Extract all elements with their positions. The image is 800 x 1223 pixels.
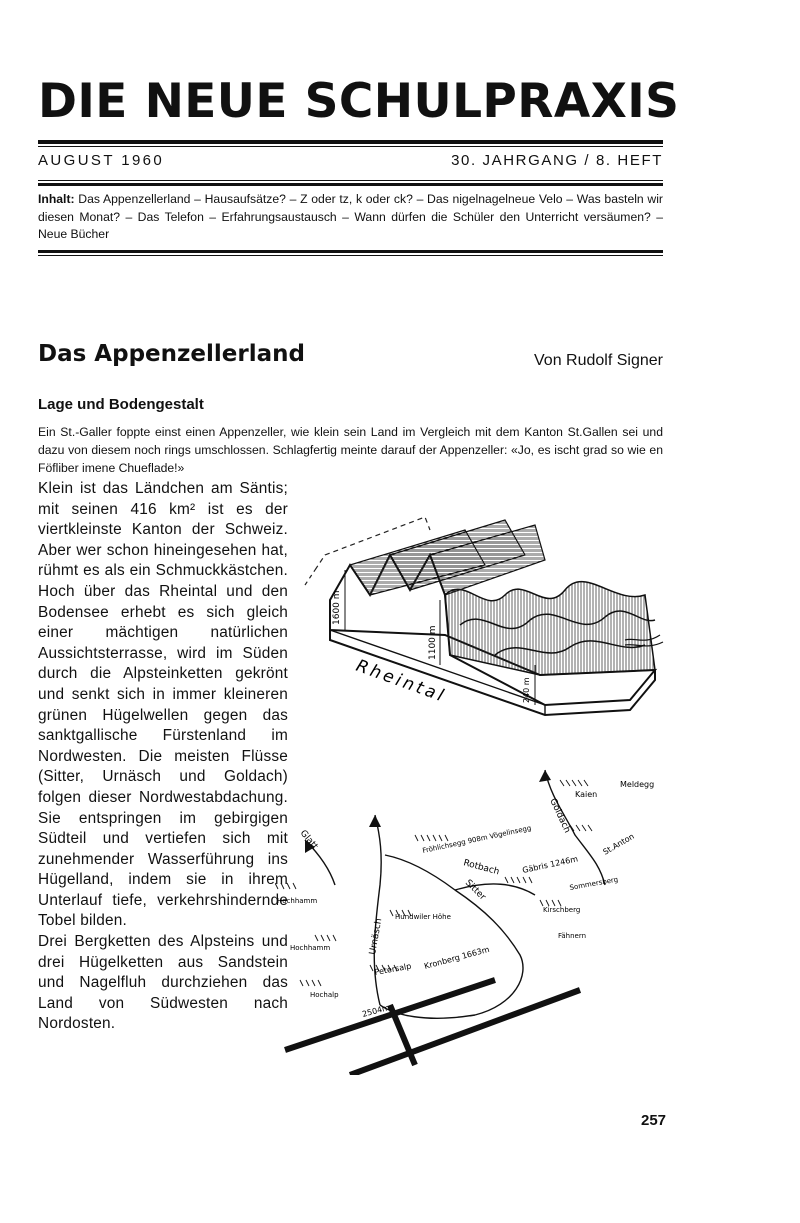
issue-volume: 30. JAHRGANG / 8. HEFT (451, 152, 663, 169)
journal-masthead: DIE NEUE SCHULPRAXIS (38, 74, 680, 129)
place-froehlichsegg: Fröhlichsegg 908m Vögelinsegg (421, 824, 533, 855)
issue-rule-thin (38, 180, 663, 181)
place-hochhamm-top: Hochhamm (277, 897, 318, 905)
relief-diagram (295, 505, 670, 720)
place-st-anton: St.Anton (601, 831, 636, 857)
place-kirschberg: Kirschberg (543, 906, 581, 914)
relief-label-rheintal: Rheintal (353, 655, 449, 707)
river-arrows (305, 770, 551, 853)
body-paragraph-1: Klein ist das Ländchen am Säntis; mit seinen 416 km² ist es der viertkleinste Kanton der Schweiz. Aber wer schon hineingesehen hat, rühmt es als ein Schmuckkästchen. Hoch über das Rheintal und den Bodensee erhebt es sich gleich einer mächtigen natürlichen Aussichtsterrasse, wird im Süden durch die Alpsteinketten gekrönt und senkt sich in immer kleineren grünen Hügelwellen gegen das sanktgallische Fürstenland im Nordwesten. Die meisten Flüsse (Sitter, Urnäsch und Goldach) folgen dieser Nordwestabdachung. Sie entspringen im gebirgigen Südteil und vertiefen sich mit zunehmender Wasserführung ins Hügelland, indem sie in ihrem Unterlauf tiefe, verkehrshindernde Tobel bilden. (38, 480, 288, 930)
contents-label: Inhalt: (38, 192, 75, 206)
river-sitter: Sitter (462, 878, 488, 903)
river-rotbach: Rotbach (462, 858, 501, 878)
map-sketch (275, 765, 670, 1075)
issue-rule-thick (38, 183, 663, 186)
hill-marks (275, 780, 592, 986)
page-number: 257 (641, 1112, 667, 1129)
section-heading: Lage und Bodengestalt (38, 396, 204, 413)
relief-shape (305, 517, 663, 715)
body-paragraph-2: Drei Bergketten des Alpsteins und drei Hügelketten aus Sandstein und Nagelfluh durchziehen das Land von Südwesten nach Nordosten. (38, 933, 288, 1033)
place-gaebris: Gäbris 1246m (521, 854, 579, 875)
place-meldegg: Meldegg (620, 780, 655, 789)
masthead-rule-top (38, 140, 663, 144)
place-kronberg: Kronberg 1663m (423, 944, 491, 971)
article-title: Das Appenzellerland (38, 341, 305, 367)
place-petersalp: Petersalp (373, 961, 412, 977)
place-sommersberg: Sommersberg (568, 875, 619, 892)
place-hochhamm: Hochhamm (290, 944, 331, 952)
relief-label-1600: 1600 m (332, 590, 342, 625)
river-goldach: Goldach (547, 797, 572, 835)
place-hundwiler-hoehe: Hundwiler Höhe (395, 913, 451, 921)
river-glatt: Glatt (297, 828, 320, 852)
intro-anecdote: Ein St.-Galler foppte einst einen Appenzeller, wie klein sein Land im Vergleich mit dem Kanton St.Gallen sei und dazu von diesem noch rings umschlossen. Schlagfertig meinte darauf der Appenzeller: «Jo, es ischt grad so wie en Föfliber imene Chueflade!» (38, 425, 663, 475)
article-author: Von Rudolf Signer (534, 352, 663, 369)
relief-label-1100: 1100 m (428, 625, 438, 660)
contents-rule-thin (38, 255, 663, 256)
issue-info (38, 152, 663, 174)
place-saentis-height: 2504m (361, 1002, 391, 1019)
contents-text: Das Appenzellerland – Hausaufsätze? – Z oder tz, k oder ck? – Das nigelnagelneue Velo – Was basteln wir diesen Monat? – Das Telefon – Erfahrungsaustausch – Wann dürfen die Schüler den Unterricht versäumen? – Neue Bücher (38, 192, 663, 241)
issue-date: AUGUST 1960 (38, 152, 165, 169)
contents-rule-thick (38, 250, 663, 253)
masthead-rule-thin (38, 146, 663, 147)
river-urnaesch: Urnäsch (368, 917, 385, 956)
table-of-contents (38, 191, 663, 244)
place-hochalp: Hochalp (310, 991, 339, 999)
place-faehnern: Fähnern (558, 932, 587, 940)
article-body (38, 479, 288, 1035)
place-kaien: Kaien (575, 790, 598, 799)
relief-label-240: 240 m (522, 677, 531, 703)
